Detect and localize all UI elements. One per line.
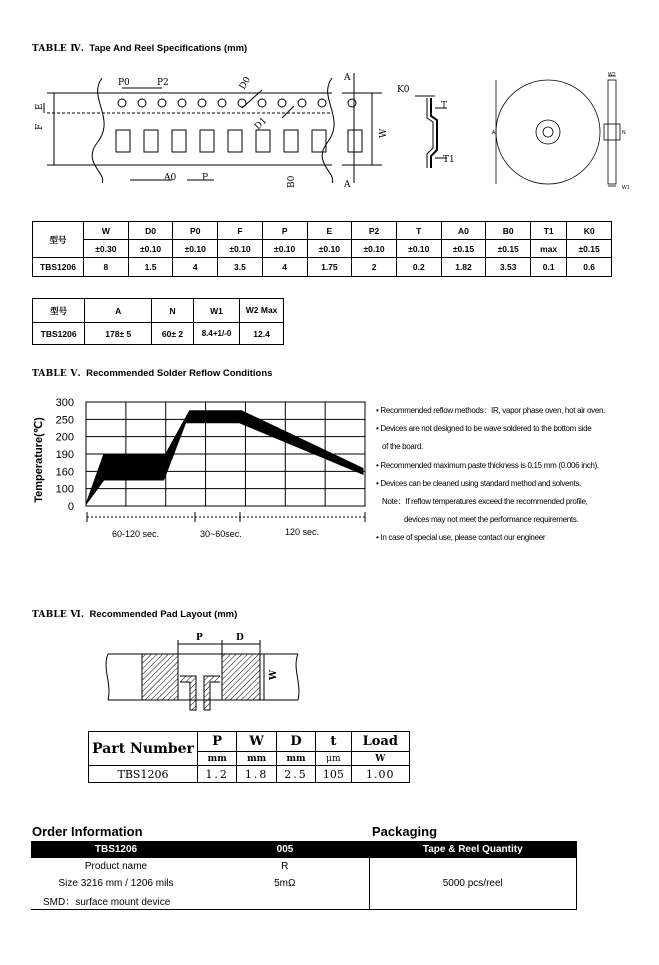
spec-value: 1.75 — [307, 258, 352, 277]
pad-unit-load: W — [351, 752, 409, 766]
reflow-note: Note：If reflow temperatures exceed the recommended profile, — [382, 497, 588, 507]
tape-drawing — [32, 68, 392, 193]
pad-header-part: Part Number — [89, 732, 198, 766]
reel-label-n: N — [622, 130, 626, 136]
spec-header: A0 — [441, 222, 486, 240]
tape-cross-section — [395, 78, 465, 178]
pad-header-p: P — [198, 732, 237, 752]
spec-header: F — [218, 222, 263, 240]
spec-tolerance: ±0.10 — [128, 240, 173, 258]
y-tick-label: 100 — [55, 483, 74, 496]
reflow-notes — [376, 402, 605, 548]
pad-label-d: D — [236, 633, 244, 643]
y-tick-label: 160 — [55, 466, 74, 479]
pad-header-t: t — [316, 732, 351, 752]
spec-value: 3.53 — [486, 258, 531, 277]
spec-tolerance: ±0.10 — [352, 240, 397, 258]
pad-layout-drawing — [98, 628, 304, 716]
spec-value: 4 — [173, 258, 218, 277]
spec-tolerance: ±0.10 — [262, 240, 307, 258]
reel-header: A — [85, 299, 152, 323]
table4-heading — [32, 43, 247, 54]
pad-value-t: 105 — [316, 766, 351, 783]
packaging-value: 5000 pcs/reel — [369, 858, 577, 909]
reflow-profile-band — [86, 411, 363, 505]
pad-header-load: Load — [351, 732, 409, 752]
pad-unit-t: μm — [316, 752, 351, 766]
pad-right — [222, 654, 260, 700]
reel-outer — [496, 80, 600, 184]
reel-label-a: A — [492, 130, 496, 136]
pad-value-load: 1.00 — [351, 766, 409, 783]
order-row-label: Product name — [84, 861, 148, 872]
tape-break-left — [92, 78, 104, 183]
spec-tolerance: ±0.30 — [84, 240, 129, 258]
reel-header: W1 — [193, 299, 239, 323]
sprocket-holes — [118, 99, 356, 107]
pad-header-d: D — [276, 732, 315, 752]
spec-tolerance: ±0.15 — [441, 240, 486, 258]
order-header-packaging: Tape & Reel Quantity — [422, 844, 523, 855]
reflow-note: devices may not meet the performance requirements. — [404, 515, 579, 525]
spec-value: 0.1 — [531, 258, 567, 277]
label-e: E — [35, 103, 45, 110]
label-a-bottom: A — [344, 180, 351, 190]
reflow-note: • Devices are not designed to be wave soldered to the bottom side — [376, 424, 592, 434]
pad-unit-d: mm — [276, 752, 315, 766]
table6-label: TABLE Ⅵ. — [32, 610, 85, 620]
label-a-top: A — [344, 73, 351, 83]
reflow-chart — [30, 396, 370, 546]
reel-value: 12.4 — [240, 323, 284, 345]
reel-header: N — [152, 299, 194, 323]
label-a0: A0 — [164, 173, 177, 183]
row-label-header: 型号 — [33, 222, 84, 258]
spec-value: 1.5 — [128, 258, 173, 277]
reel-value: 60± 2 — [152, 323, 194, 345]
spec-header: P — [262, 222, 307, 240]
spec-value: 4 — [262, 258, 307, 277]
order-header-model: TBS1206 — [94, 844, 138, 855]
time-segment-label: 30~60sec. — [200, 529, 242, 539]
time-dimension-lines — [87, 512, 365, 522]
reflow-note: • In case of special use, please contact our engineer — [376, 533, 546, 543]
order-row-code — [201, 892, 369, 909]
label-p0: P0 — [118, 78, 130, 88]
reel-spec-table — [32, 298, 284, 345]
reel-label-w1: W1 — [622, 185, 630, 191]
label-w: W — [379, 128, 389, 138]
label-d1: D1 — [253, 115, 270, 133]
spec-tolerance: ±0.15 — [567, 240, 612, 258]
reel-model: TBS1206 — [33, 323, 85, 345]
pad-value-d: 2.5 — [276, 766, 315, 783]
spec-value: 2 — [352, 258, 397, 277]
pad-value-part: TBS1206 — [89, 766, 198, 783]
table5-title: Recommended Solder Reflow Conditions — [86, 368, 273, 379]
time-segment-label: 60-120 sec. — [112, 529, 160, 539]
label-t: T — [441, 101, 448, 111]
spec-tolerance: ±0.10 — [396, 240, 441, 258]
spec-tolerance: ±0.10 — [218, 240, 263, 258]
packaging-title: Packaging — [372, 824, 438, 839]
spec-tolerance: ±0.10 — [173, 240, 218, 258]
table4-title: Tape And Reel Specifications (mm) — [89, 43, 248, 54]
reel-header: W2 Max — [240, 299, 284, 323]
label-t1: T1 — [443, 155, 455, 165]
spec-header: K0 — [567, 222, 612, 240]
pad-unit-p: mm — [198, 752, 237, 766]
spec-value: 8 — [84, 258, 129, 277]
tape-spec-table — [32, 221, 612, 277]
reel-hub — [536, 120, 560, 144]
reflow-note: • Recommended maximum paste thickness is 0.15 mm (0.006 inch). — [376, 460, 599, 470]
order-row-label: Size 3216 mm / 1206 mils — [58, 878, 174, 889]
spec-header: D0 — [128, 222, 173, 240]
order-row-code: R — [281, 861, 289, 872]
order-row-label: SMD：surface mount device — [31, 892, 201, 909]
spec-value: 3.5 — [218, 258, 263, 277]
reel-value: 178± 5 — [85, 323, 152, 345]
pad-left — [142, 654, 178, 700]
spec-header: B0 — [486, 222, 531, 240]
spec-header: E — [307, 222, 352, 240]
reel-drawing — [488, 72, 636, 192]
label-k0: K0 — [397, 85, 410, 95]
table5-heading — [32, 368, 272, 379]
pad-value-w: 1.8 — [237, 766, 276, 783]
spec-header: P0 — [173, 222, 218, 240]
pad-header-w: W — [237, 732, 276, 752]
spec-tolerance: ±0.15 — [486, 240, 531, 258]
table6-title: Recommended Pad Layout (mm) — [89, 609, 238, 620]
y-tick-label: 190 — [55, 449, 74, 461]
label-d0: D0 — [237, 75, 254, 92]
reflow-note: • Recommended reflow methods：IR, vapor phase oven, hot air oven. — [376, 406, 606, 415]
spec-header: P2 — [352, 222, 397, 240]
y-tick-label: 300 — [55, 397, 74, 409]
y-tick-label: 200 — [55, 431, 74, 444]
pad-label-p: P — [196, 633, 203, 643]
reel-row-label-header: 型号 — [33, 299, 85, 323]
spec-tolerance: max — [531, 240, 567, 258]
label-f: F — [35, 123, 45, 130]
label-p2: P2 — [157, 78, 169, 88]
pad-label-w: W — [269, 669, 279, 680]
order-header-code: 005 — [276, 844, 294, 855]
table5-label: TABLE Ⅴ. — [32, 369, 81, 379]
order-title: Order Information — [32, 824, 143, 839]
time-segment-label: 120 sec. — [285, 527, 320, 537]
reel-label-w2: W2 — [608, 72, 616, 78]
label-p: P — [202, 173, 209, 183]
terminal-right — [204, 676, 220, 710]
pad-layout-table — [88, 731, 410, 783]
spec-value: 0.2 — [396, 258, 441, 277]
spec-value: 1.82 — [441, 258, 486, 277]
spec-tolerance: ±0.10 — [307, 240, 352, 258]
table4-label: TABLE Ⅳ. — [32, 44, 85, 54]
pad-value-p: 1.2 — [198, 766, 237, 783]
y-tick-label: 0 — [67, 501, 74, 513]
spec-header: T — [396, 222, 441, 240]
spec-header: T1 — [531, 222, 567, 240]
spec-value: 0.6 — [567, 258, 612, 277]
reflow-note: • Devices can be cleaned using standard method and solvents. — [376, 478, 581, 488]
pad-unit-w: mm — [237, 752, 276, 766]
y-tick-label: 250 — [55, 414, 74, 427]
chart-ylabel: Temperature(℃) — [33, 417, 45, 503]
table6-heading — [32, 609, 237, 620]
spec-header: W — [84, 222, 129, 240]
order-table — [31, 841, 577, 910]
terminal-left — [180, 676, 196, 710]
spec-model: TBS1206 — [33, 258, 84, 277]
order-row-code: 5mΩ — [274, 878, 296, 889]
label-b0: B0 — [287, 175, 297, 188]
component-pockets — [116, 130, 362, 152]
reflow-note: of the board. — [382, 442, 424, 452]
reel-value: 8.4+1/-0 — [193, 323, 239, 345]
